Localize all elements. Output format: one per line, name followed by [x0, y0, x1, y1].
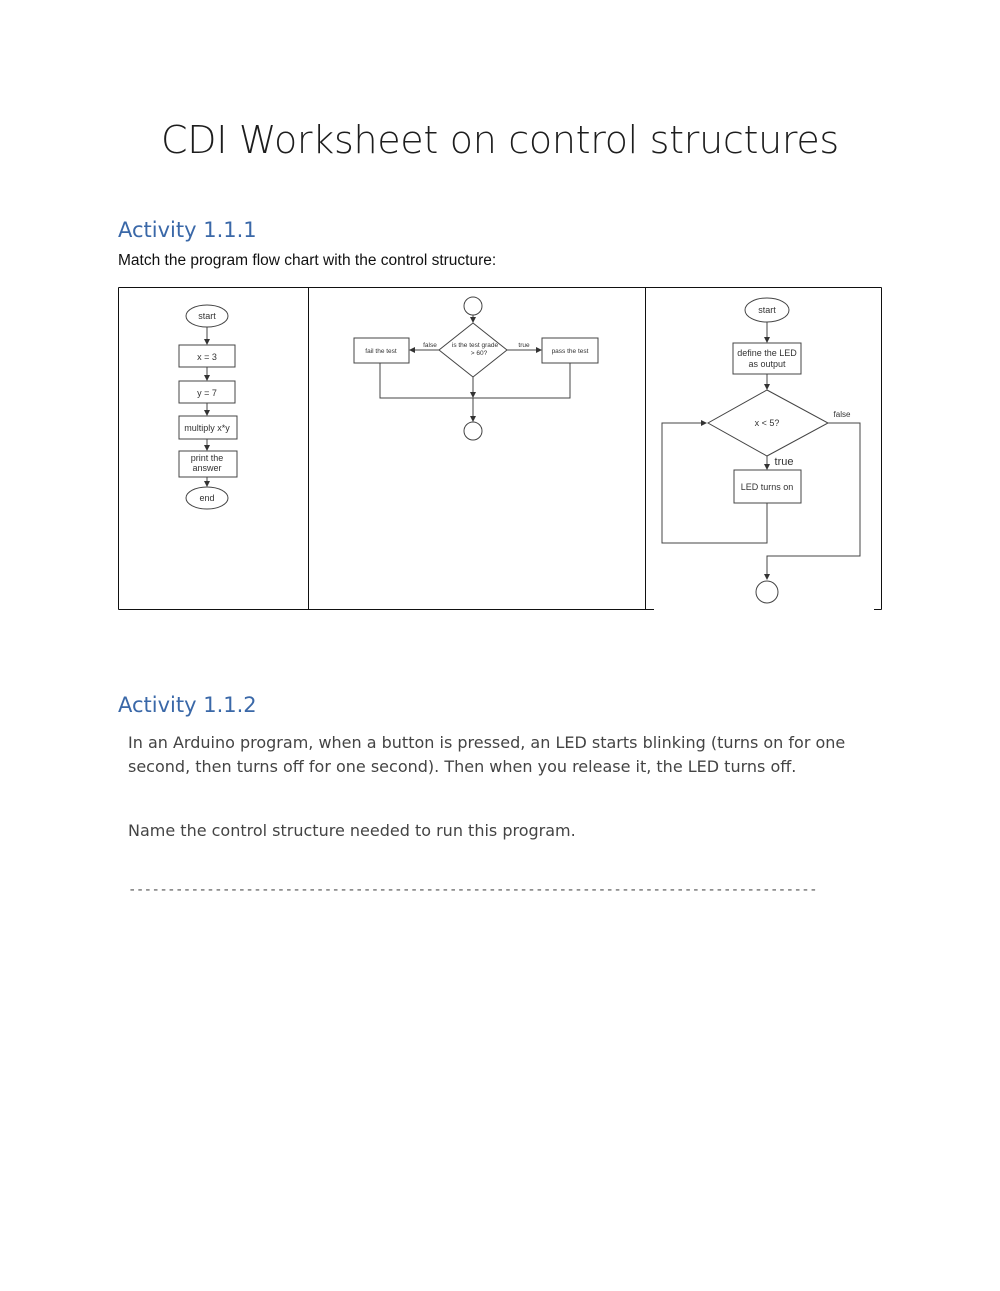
seq-step-4a-label: print the [190, 453, 224, 463]
page-title: CDI Worksheet on control structures [161, 118, 839, 162]
activity-1-instruction: Match the program flow chart with the control structure: [118, 252, 497, 269]
loop-end-node [756, 581, 778, 603]
sel-end-node [464, 422, 482, 440]
loop-true-label: true [774, 456, 794, 468]
loop-flowchart [662, 298, 860, 603]
seq-step-4b-label: answer [192, 463, 222, 473]
activity-1-heading: Activity 1.1.1 [118, 218, 257, 242]
sel-decision-line2: > 60? [470, 350, 488, 357]
sel-false-label: false [423, 342, 437, 349]
loop-start-label: start [758, 305, 776, 315]
sel-true-action: pass the test [551, 348, 589, 355]
loop-action-label: LED turns on [740, 482, 794, 492]
activity-2-heading: Activity 1.1.2 [118, 693, 257, 717]
activity-2-paragraph [128, 731, 845, 779]
seq-step-2-label: y = 7 [197, 388, 217, 398]
answer-line: ---------------------------------------------------------------------------------------- [128, 882, 817, 898]
loop-init-line2: as output [748, 359, 786, 369]
loop-init-line1: define the LED [737, 348, 797, 358]
flowchart-table-svg [118, 287, 884, 611]
sel-decision-line1: is the test grade [451, 342, 499, 349]
sel-start-node [464, 297, 482, 315]
flowchart-table [118, 287, 884, 611]
activity-2-paragraph-line-1: In an Arduino program, when a button is pressed, an LED starts blinking (turns on for one [128, 733, 846, 752]
activity-2-paragraph-line-2: second, then turns off for one second). Then when you release it, the LED turns off. [128, 757, 797, 776]
seq-end-label: end [199, 493, 215, 503]
sel-false-action: fail the test [365, 348, 397, 355]
sequence-flowchart [179, 305, 237, 509]
seq-step-1-label: x = 3 [197, 352, 217, 362]
seq-start-label: start [198, 311, 216, 321]
loop-decision-label: x < 5? [754, 418, 780, 428]
sel-true-label: true [518, 342, 530, 349]
activity-2-question: Name the control structure needed to run this program. [128, 821, 576, 840]
loop-false-label: false [833, 410, 851, 419]
seq-step-3-label: multiply x*y [184, 423, 230, 433]
selection-flowchart [354, 297, 598, 440]
